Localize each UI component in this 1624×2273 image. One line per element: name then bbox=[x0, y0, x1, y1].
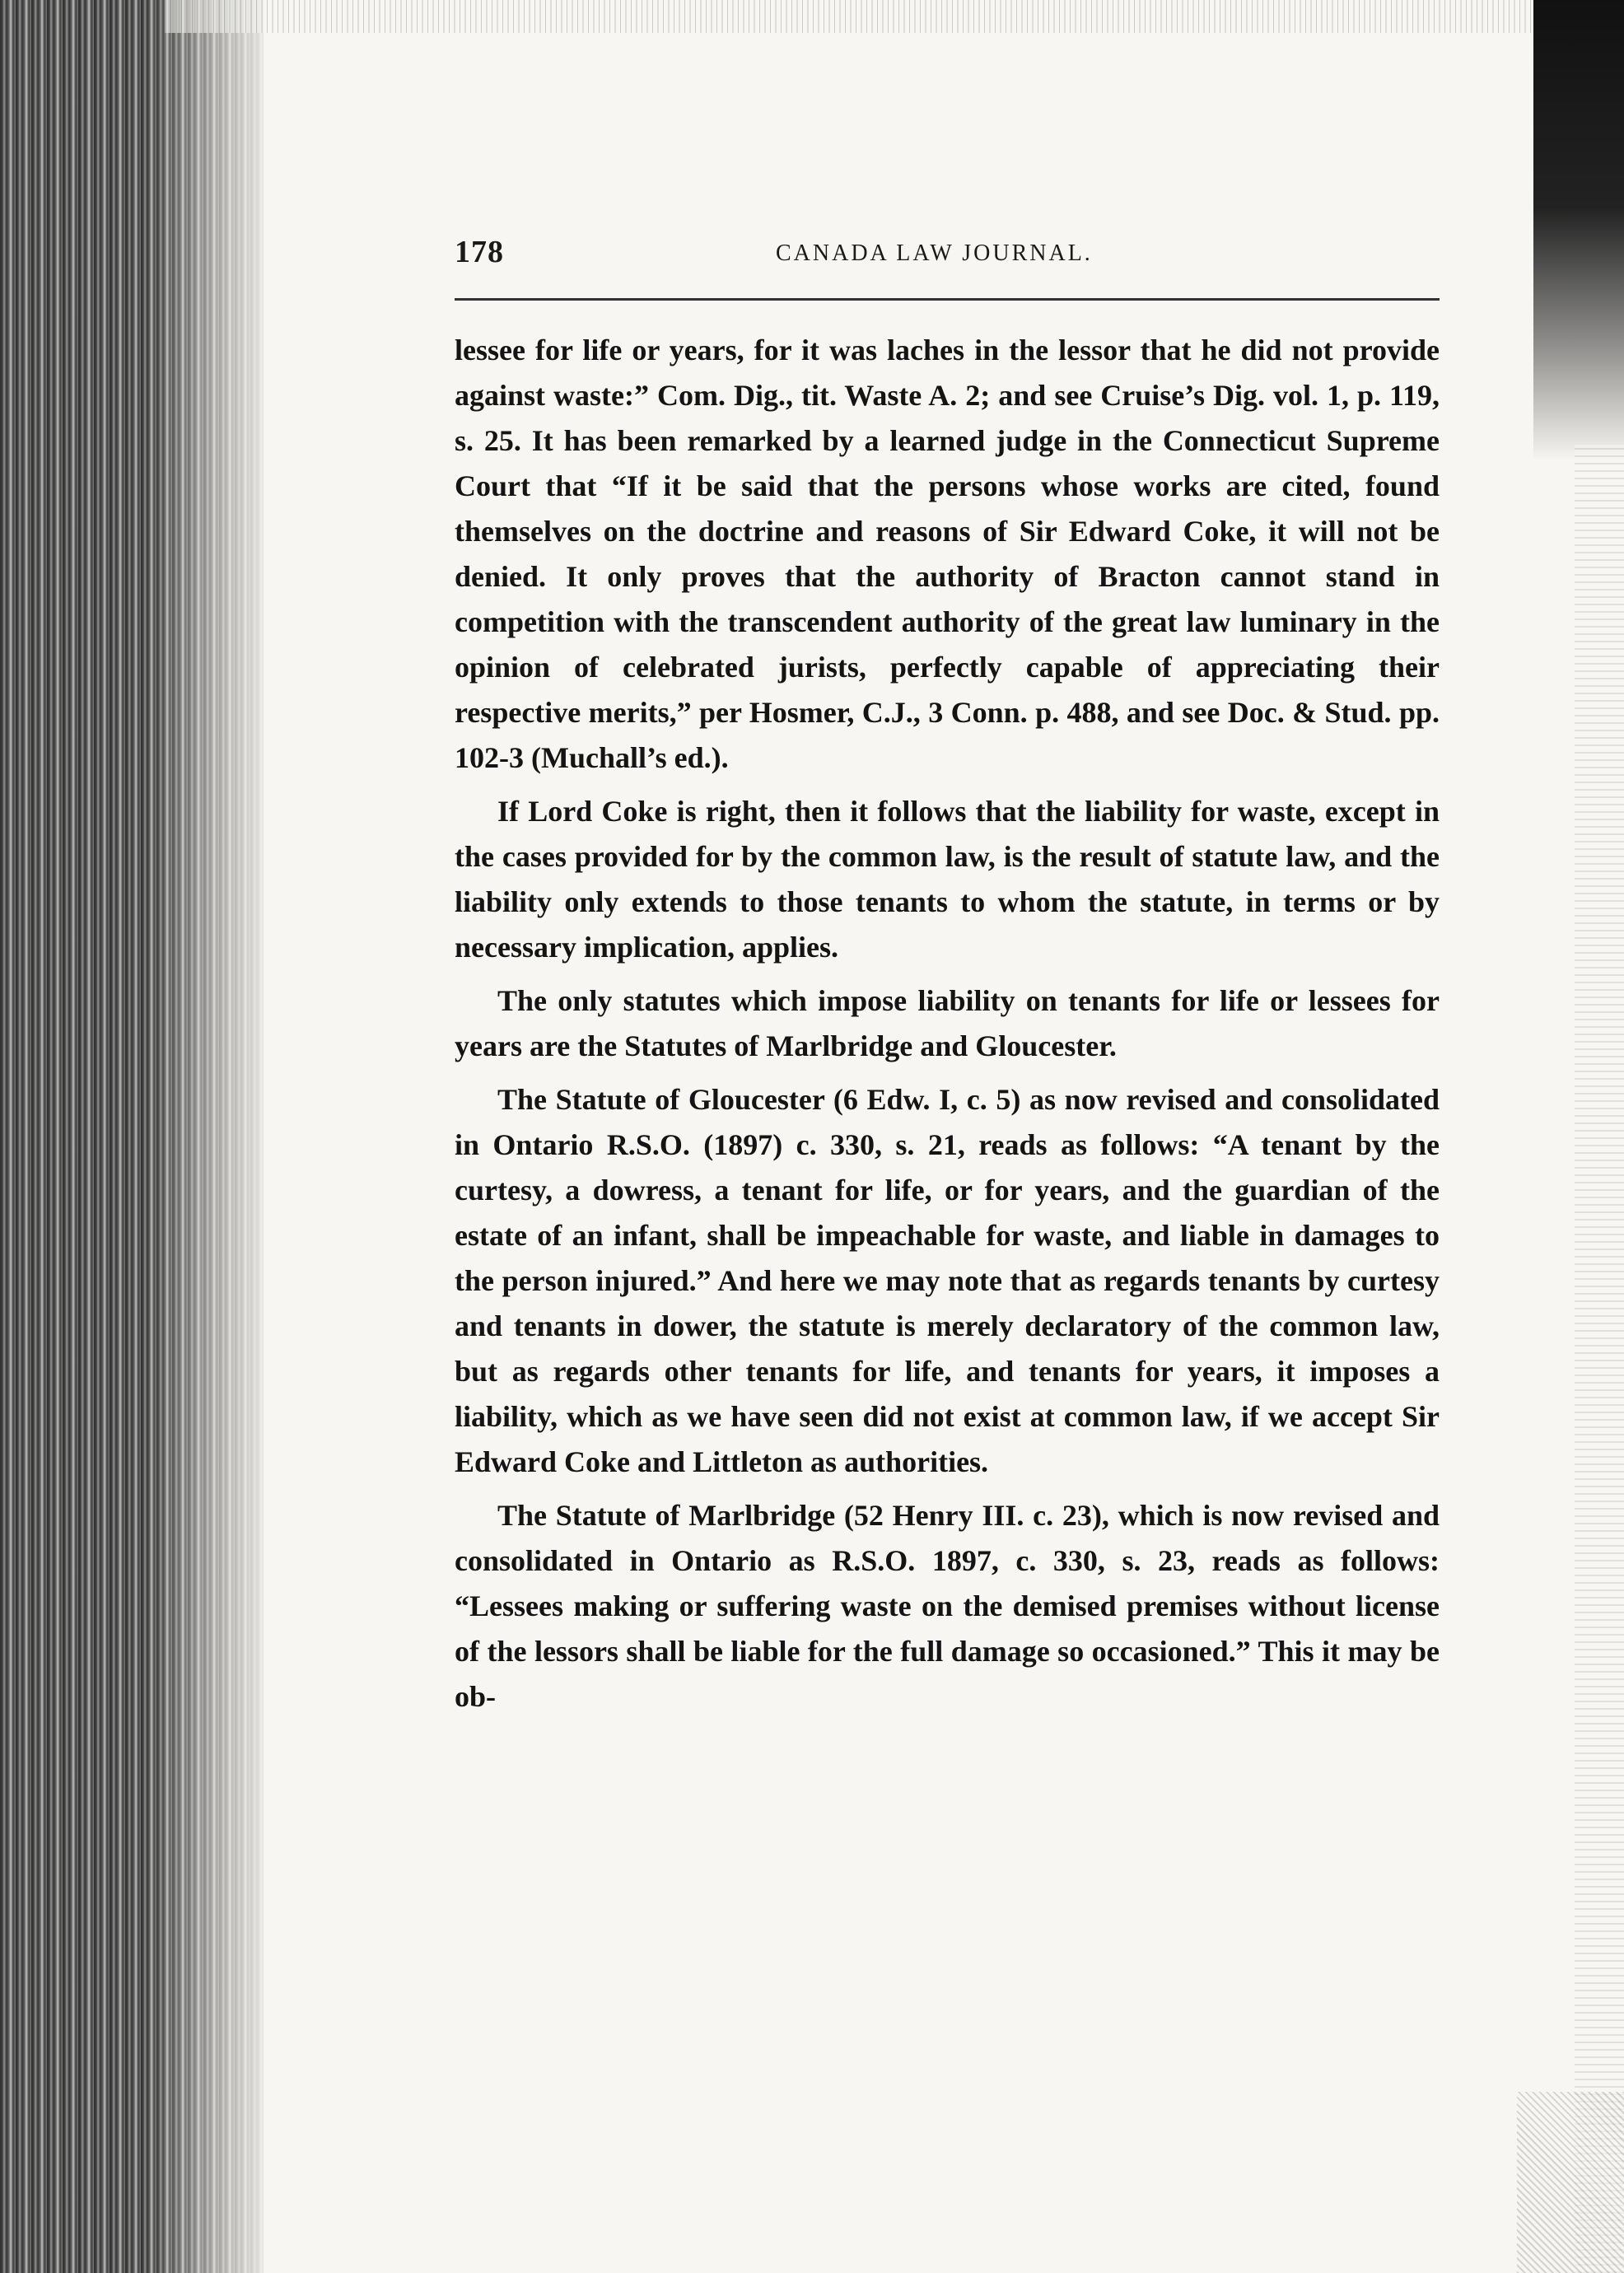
paragraph-2: If Lord Coke is right, then it follows that the liability for waste, except in the cases provided for by the common law, is the result of statute law, and the liability only extends to those tenants to whom the statute, in terms or by necessary implication, applies. bbox=[455, 795, 1440, 964]
right-corner-shadow bbox=[1533, 0, 1624, 461]
paragraph-4: The Statute of Gloucester (6 Edw. I, c. 5) as now revised and consolidated in Ontario R.S.O. (1897) c. 330, s. 21, reads as follows: “A tenant by the curtesy, a dowress, a tenant for life, or for years, and the guardian of the estate of an infant, shall be impeachable for waste, and liable in damages to the person injured.” And here we may note that as regards tenants by curtesy and tenants in dower, the statute is merely declaratory of the common law, but as regards other tenants for life, and tenants for years, it imposes a liability, which as we have seen did not exist at common law, if we accept Sir Edward Coke and Littleton as authorities. bbox=[455, 1083, 1440, 1478]
paragraph-3: The only statutes which impose liability on tenants for life or lessees for years are the Statutes of Marlbridge and Gloucester. bbox=[455, 984, 1440, 1062]
binding-shadow bbox=[148, 0, 280, 2273]
paragraph-5: The Statute of Marlbridge (52 Henry III. c. 23), which is now revised and consolidated in Ontario as R.S.O. 1897, c. 330, s. 23, reads as follows: “Lessees making or suffering waste on the demised premises without license of the lessors shall be liable for the full damage so occasioned.” This it may be ob- bbox=[455, 1499, 1440, 1713]
body-text bbox=[455, 328, 1440, 1728]
header-rule bbox=[455, 298, 1440, 301]
page-header bbox=[455, 234, 1440, 283]
top-page-edge bbox=[165, 0, 1624, 33]
running-head: CANADA LAW JOURNAL. bbox=[776, 240, 1093, 266]
right-page-edge bbox=[1575, 445, 1624, 2273]
paragraph-1: lessee for life or years, for it was laches in the lessor that he did not provide against waste:” Com. Dig., tit. Waste A. 2; and see Cruise’s Dig. vol. 1, p. 119, s. 25. It has been remarked by a learned judge in the Connecticut Supreme Court that “If it be said that the persons whose works are cited, found themselves on the doctrine and reasons of Sir Edward Coke, it will not be denied. It only proves that the authority of Bracton cannot stand in competition with the transcendent authority of the great law luminary in the opinion of celebrated jurists, perfectly capable of appreciating their respective merits,” per Hosmer, C.J., 3 Conn. p. 488, and see Doc. & Stud. pp. 102-3 (Muchall’s ed.). bbox=[455, 334, 1440, 774]
bottom-right-corner bbox=[1517, 2092, 1624, 2273]
page-number: 178 bbox=[455, 235, 504, 269]
